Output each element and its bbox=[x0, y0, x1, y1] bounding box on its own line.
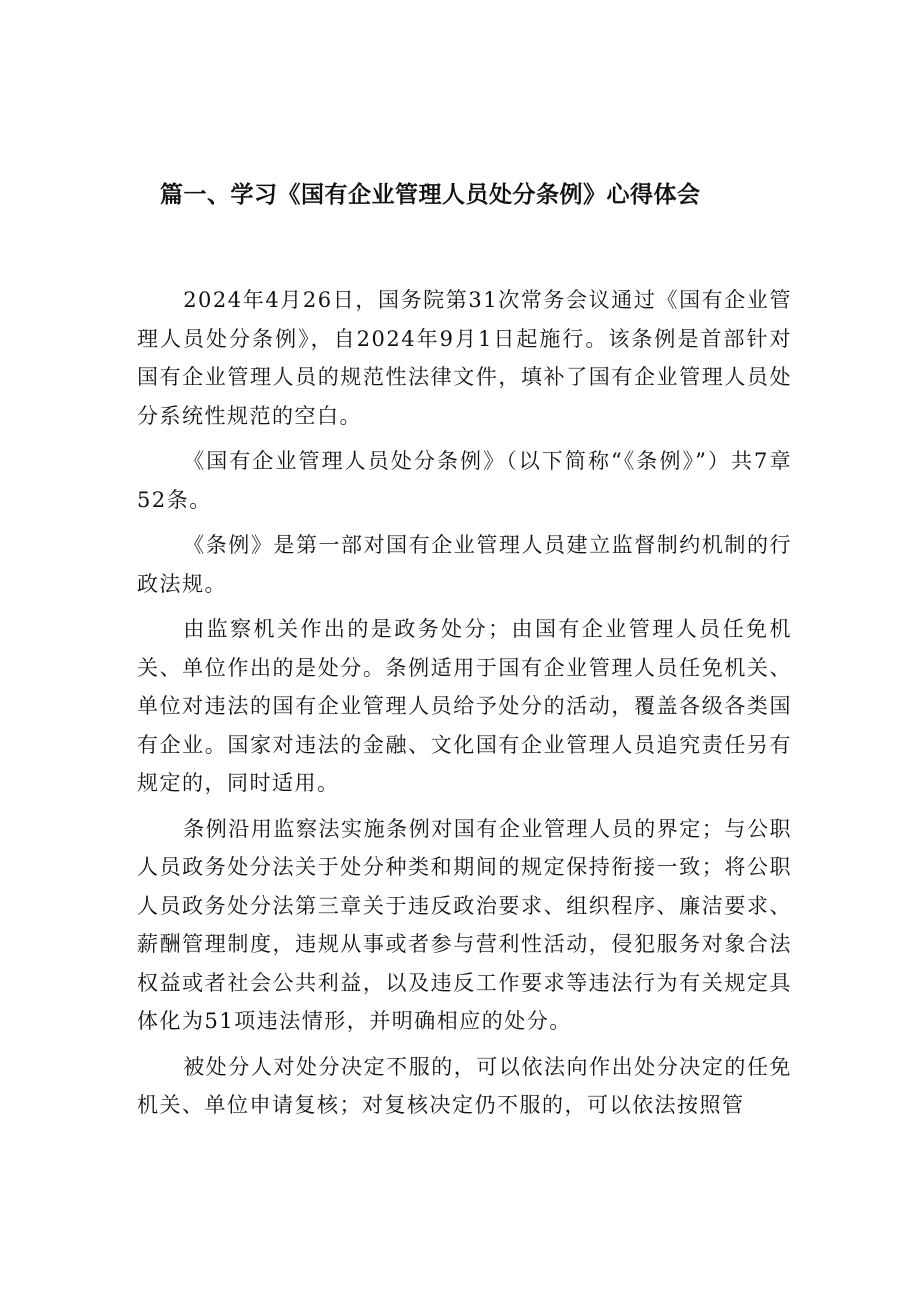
paragraph-5: 条例沿用监察法实施条例对国有企业管理人员的界定；与公职人员政务处分法关于处分种类和期间的规定保持衔接一致；将公职人员政务处分法第三章关于违反政治要求、组织程序、廉洁要求、薪酬管理制度，违规从事或者参与营利性活动，侵犯服务对象合法权益或者社会公共利益，以及违反工作要求等违法行为有关规定具体化为51项违法情形，并明确相应的处分。 bbox=[137, 816, 792, 1033]
document-title: 篇一、学习《国有企业管理人员处分条例》心得体会 bbox=[160, 182, 701, 208]
paragraph-3: 《条例》是第一部对国有企业管理人员建立监督制约机制的行政法规。 bbox=[137, 533, 792, 596]
paragraph-4: 由监察机关作出的是政务处分；由国有企业管理人员任免机关、单位作出的是处分。条例适用于国有企业管理人员任免机关、单位对违法的国有企业管理人员给予处分的活动，覆盖各级各类国有企业。国家对违法的金融、文化国有企业管理人员追究责任另有规定的，同时适用。 bbox=[137, 617, 792, 795]
document-body bbox=[137, 281, 792, 1132]
paragraph-2: 《国有企业管理人员处分条例》（以下简称“《条例》”）共7章52条。 bbox=[137, 449, 792, 512]
paragraph-1: 2024年4月26日，国务院第31次常务会议通过《国有企业管理人员处分条例》，自2024年9月1日起施行。该条例是首部针对国有企业管理人员的规范性法律文件，填补了国有企业管理人员处分系统性规范的空白。 bbox=[137, 288, 792, 428]
paragraph-6: 被处分人对处分决定不服的，可以依法向作出处分决定的任免机关、单位申请复核；对复核决定仍不服的，可以依法按照管 bbox=[137, 1054, 792, 1117]
